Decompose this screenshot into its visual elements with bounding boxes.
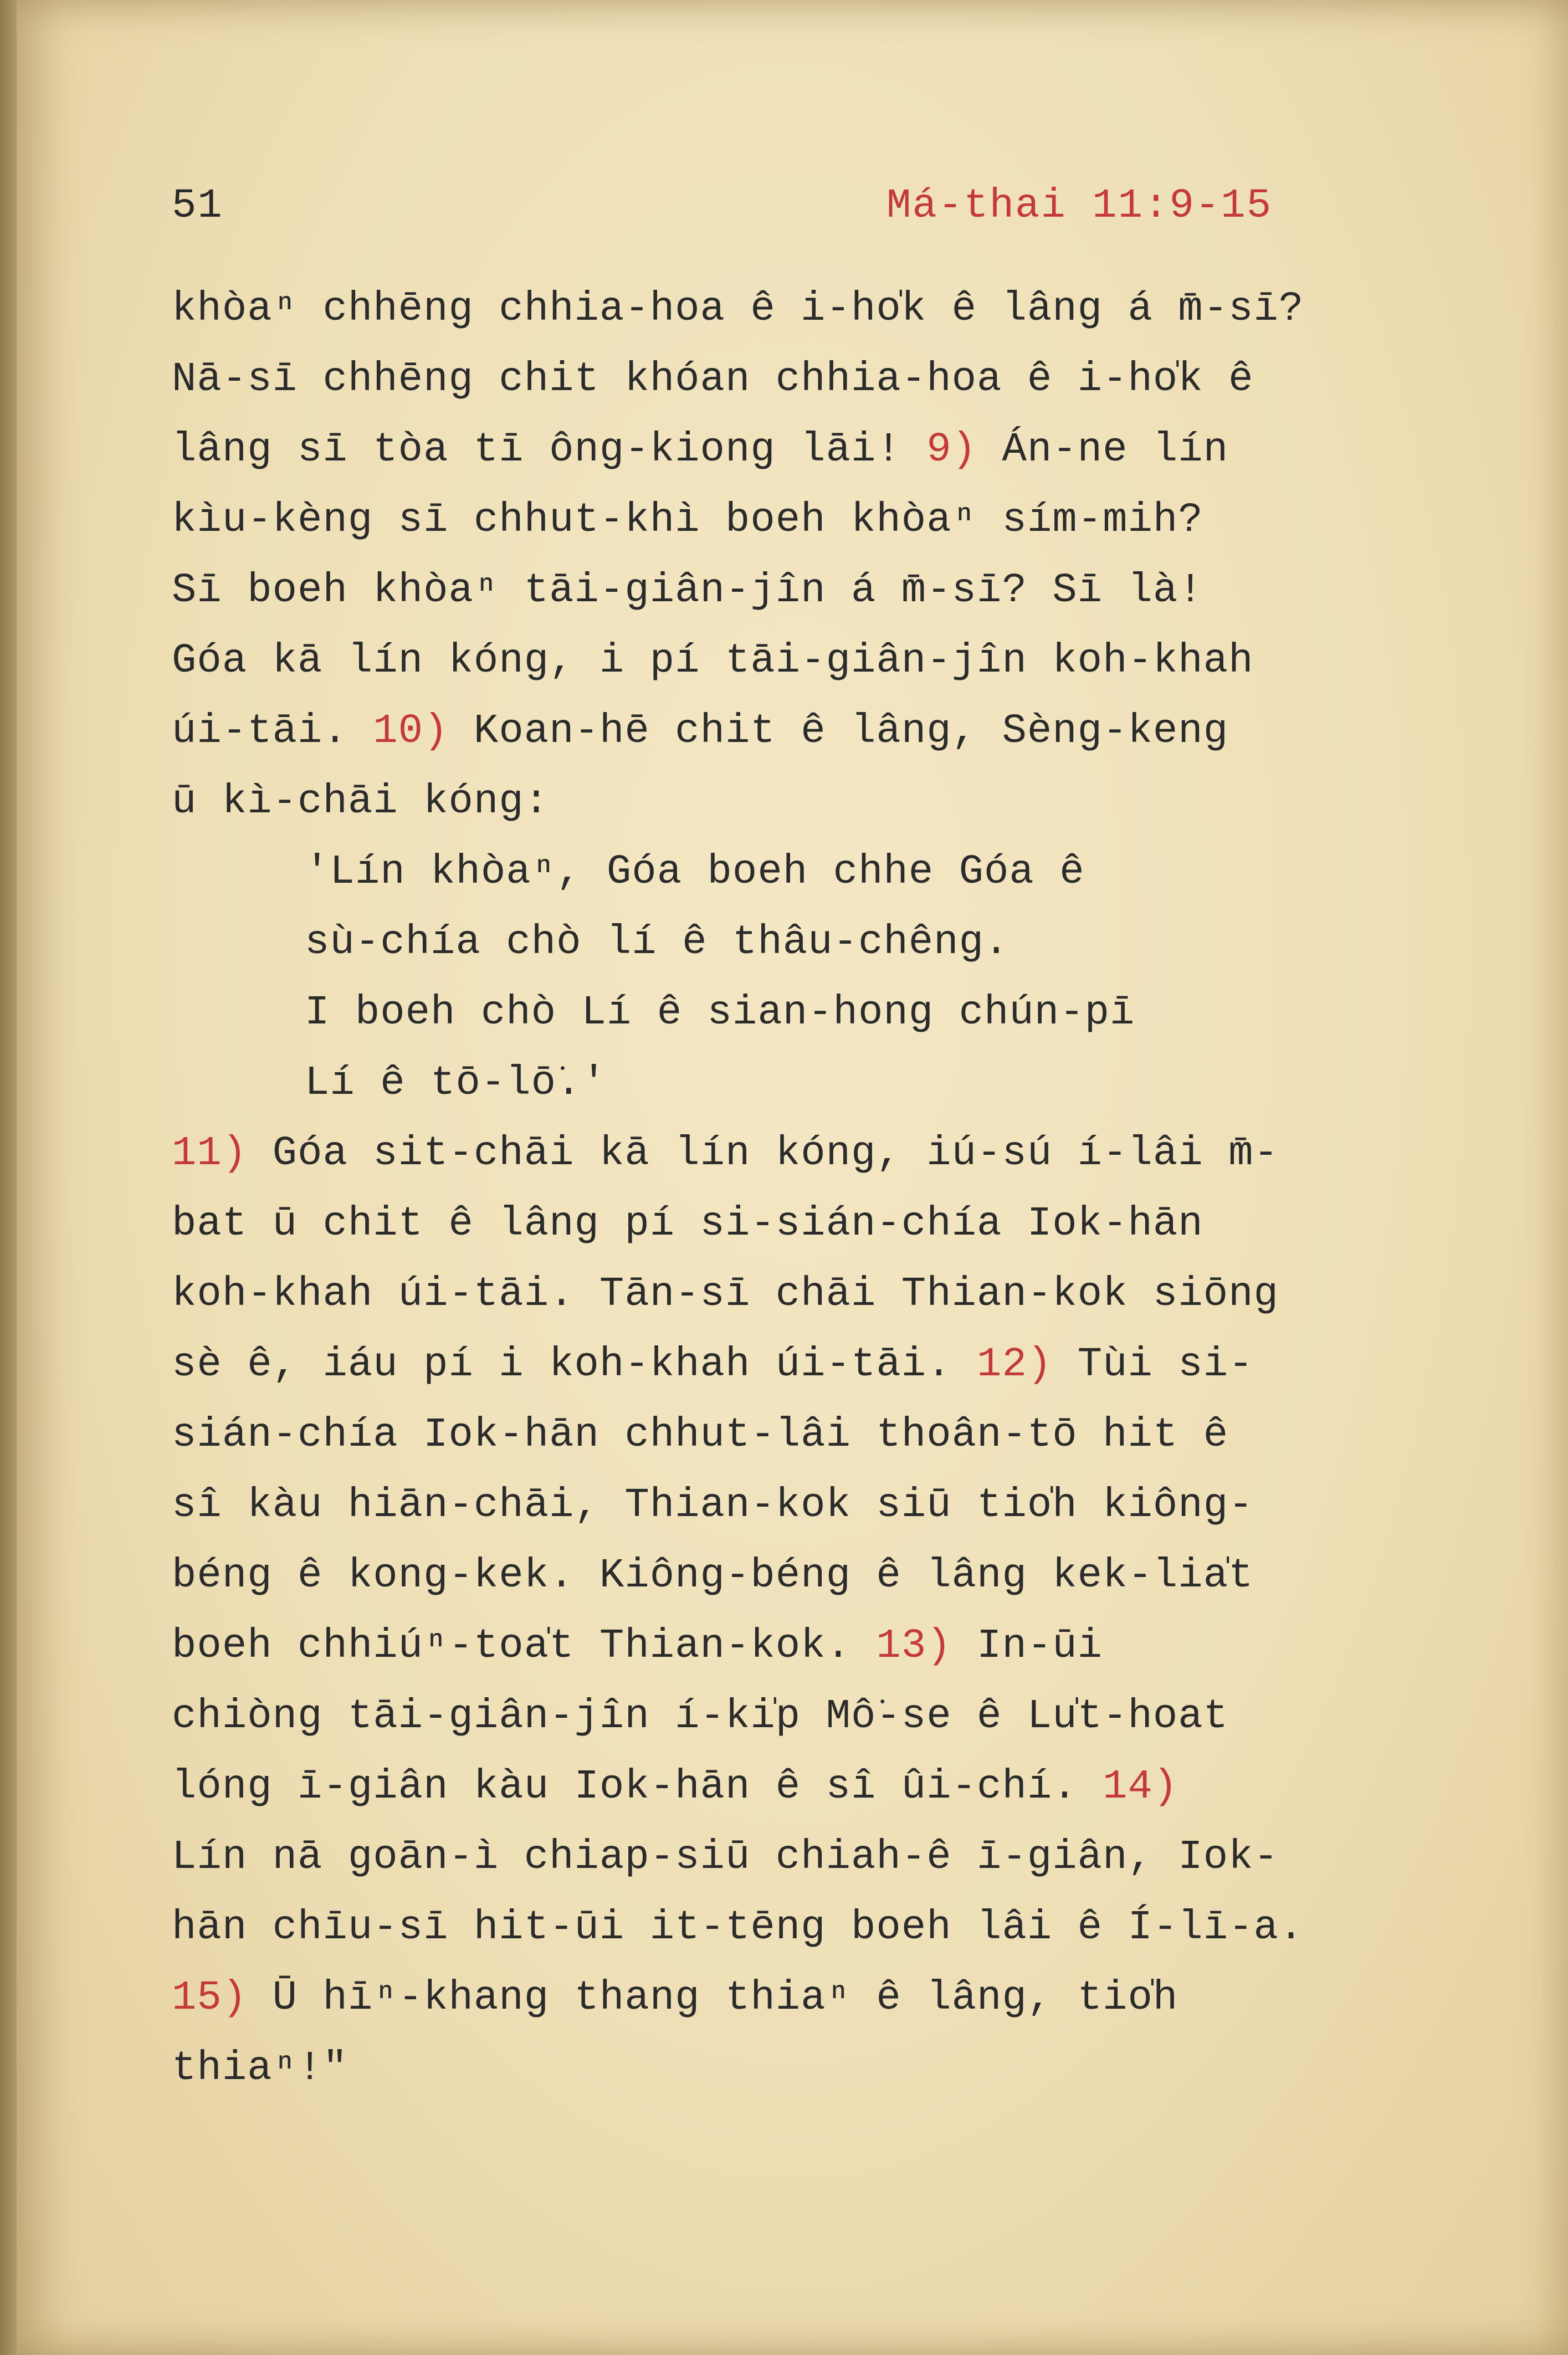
verse-text: kìu-kèng sī chhut-khì boeh khòaⁿ sím-mih?	[172, 497, 1203, 544]
verse-text: hān chīu-sī hit-ūi it-tēng boeh lâi ê Í-lī-a.	[172, 1905, 1304, 1951]
verse-text: Lín nā goān-ì chiap-siū chiah-ê ī-giân, Iok-	[172, 1834, 1279, 1881]
verse-text: boeh chhiúⁿ-toa̍t Thian-kok.	[172, 1623, 877, 1670]
quote-line	[172, 908, 1446, 978]
verse-text: sù-chía chò lí ê thâu-chêng.	[305, 919, 1010, 966]
verse-text: Sī boeh khòaⁿ tāi-giân-jîn á m̄-sī? Sī là!	[172, 567, 1203, 614]
text-line	[172, 1611, 1446, 1682]
text-line	[172, 274, 1446, 345]
text-line	[172, 556, 1446, 626]
verse-text: chiòng tāi-giân-jîn í-ki̍p Mô͘-se ê Lu̍t-hoat	[172, 1693, 1229, 1740]
verse-number: 15)	[172, 1975, 248, 2021]
text-line	[172, 1330, 1446, 1400]
verse-text: koh-khah úi-tāi. Tān-sī chāi Thian-kok siōng	[172, 1271, 1279, 1318]
text-line	[172, 767, 1446, 837]
verse-text: lóng ī-giân kàu Iok-hān ê sî ûi-chí.	[172, 1764, 1103, 1810]
text-line	[172, 1189, 1446, 1260]
verse-text: 'Lín khòaⁿ, Góa boeh chhe Góa ê	[305, 849, 1085, 895]
text-line	[172, 1682, 1446, 1752]
verse-number: 10)	[373, 708, 449, 755]
verse-text: béng ê kong-kek. Kiông-béng ê lâng kek-lia̍t	[172, 1553, 1254, 1599]
text-line	[172, 697, 1446, 767]
verse-number: 11)	[172, 1130, 248, 1177]
text-line	[172, 1752, 1446, 1822]
text-line	[172, 2034, 1446, 2104]
text-line	[172, 415, 1446, 485]
verse-text: ū kì-chāi kóng:	[172, 779, 550, 825]
verse-number: 9)	[926, 427, 977, 473]
verse-text: lâng sī tòa tī ông-kiong lāi!	[172, 427, 927, 473]
verse-text: thiaⁿ!"	[172, 2045, 348, 2092]
verse-text: sî kàu hiān-chāi, Thian-kok siū tio̍h kiông-	[172, 1482, 1254, 1529]
text-line	[172, 1260, 1446, 1330]
text-line	[172, 1893, 1446, 1963]
verse-number: 12)	[977, 1342, 1053, 1388]
verse-text: sián-chía Iok-hān chhut-lâi thoân-tō hit ê	[172, 1412, 1229, 1458]
verse-text: sè ê, iáu pí i koh-khah úi-tāi.	[172, 1342, 977, 1388]
text-line	[172, 1541, 1446, 1611]
text-line	[172, 1471, 1446, 1541]
text-line	[172, 1822, 1446, 1893]
quote-line	[172, 1048, 1446, 1119]
scripture-text	[172, 274, 1446, 2104]
text-line	[172, 1400, 1446, 1471]
verse-text: Góa sit-chāi kā lín kóng, iú-sú í-lâi m̄-	[247, 1130, 1279, 1177]
verse-text: Góa kā lín kóng, i pí tāi-giân-jîn koh-khah	[172, 638, 1254, 684]
page-number: 51	[172, 183, 223, 229]
verse-text: In-ūi	[951, 1623, 1103, 1670]
verse-text: úi-tāi.	[172, 708, 373, 755]
verse-text: I boeh chò Lí ê sian-hong chún-pī	[305, 990, 1135, 1036]
verse-text: Án-ne lín	[977, 427, 1229, 473]
verse-text: Koan-hē chit ê lâng, Sèng-keng	[448, 708, 1229, 755]
page-header	[0, 183, 1568, 233]
verse-text: bat ū chit ê lâng pí si-sián-chía Iok-hān	[172, 1201, 1203, 1247]
verse-number: 13)	[876, 1623, 952, 1670]
verse-text: khòaⁿ chhēng chhia-hoa ê i-ho̍k ê lâng á m̄-sī?	[172, 286, 1304, 332]
text-line	[172, 1963, 1446, 2034]
verse-number: 14)	[1103, 1764, 1178, 1810]
text-line	[172, 345, 1446, 415]
verse-text: Ū hīⁿ-khang thang thiaⁿ ê lâng, tio̍h	[247, 1975, 1178, 2021]
quote-line	[172, 978, 1446, 1048]
quote-line	[172, 837, 1446, 908]
verse-text: Tùi si-	[1052, 1342, 1254, 1388]
verse-text: Nā-sī chhēng chit khóan chhia-hoa ê i-ho̍k ê	[172, 356, 1254, 403]
running-head: Má-thai 11:9-15	[887, 183, 1273, 229]
text-line	[172, 626, 1446, 697]
verse-text: Lí ê tō-lō͘.'	[305, 1060, 607, 1107]
text-line	[172, 1119, 1446, 1189]
text-line	[172, 485, 1446, 556]
